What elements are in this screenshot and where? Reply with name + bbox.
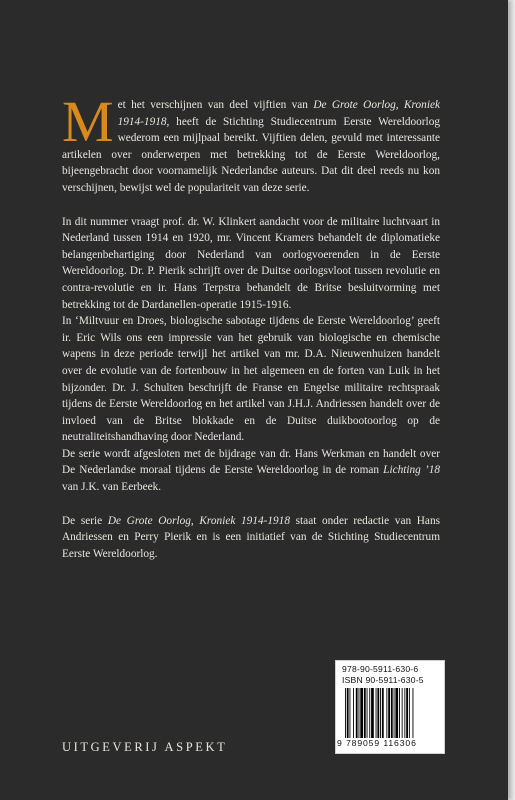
blurb-text [62, 89, 440, 562]
paragraph-intro-text-a: et het verschijnen van deel vijftien van [117, 99, 314, 111]
barcode-bar [377, 688, 379, 738]
barcode-bar [413, 688, 414, 738]
barcode-bar [350, 688, 351, 738]
paragraph-contents-2: In ‘Miltvuur en Droes, biologische sabotage tijdens de Eerste Wereldoorlog’ geeft ir. Eric Wils ons een impressie van het gebruik van biologische en chemische wapens in deze periode terwijl het artikel van mr. D.A. Nieuwenhuizen handelt over de evolutie van de fortenbouw in het algemeen en de forten van Luik in het bijzonder. Dr. J. Schulten beschrijft de Franse en Engelse militaire rechtspraak tijdens de Eerste Wereldoorlog en het artikel van J.H.J. Andriessen handelt over de invloed van de Britse blokkade en de Duitse duikbootoorlog op de neutraliteitshandhaving door Nederland. [62, 315, 440, 444]
paragraph-editors-text-a: De serie [62, 514, 108, 527]
paragraph-intro [62, 89, 440, 197]
barcode-bar [388, 688, 390, 738]
barcode-bar [369, 688, 370, 738]
barcode-bar [391, 688, 393, 738]
barcode-bar [402, 688, 403, 738]
barcode-bar [359, 688, 360, 738]
barcode-bar [380, 688, 381, 738]
barcode-bar [347, 688, 349, 738]
barcode-bar [406, 688, 408, 738]
spacer [62, 197, 440, 214]
barcode-bar [399, 688, 400, 738]
paragraph-intro-text-c: , heeft de Stichting Studiecentrum Eerste Wereldoorlog wederom een mijlpaal bereikt. Vijftien delen, gevuld met interessante artikelen over onderwerpen met betrekking tot de Eerste Wereldoorlog, bijeengebracht door voornamelijk Nederlandse auteurs. Dat dit deel reeds nu kon verschijnen, bewijst wel de populariteit van deze serie. [62, 115, 440, 194]
paragraph-editors [62, 513, 440, 563]
barcode-bar [364, 688, 366, 738]
isbn10-text: ISBN 90-5911-630-5 [342, 675, 424, 685]
barcode-bar [409, 688, 410, 738]
drop-cap-letter: M [62, 89, 114, 154]
barcode-bar [360, 688, 363, 738]
series-title-italic: De Grote Oorlog, Kroniek 1914-1918 [107, 514, 290, 527]
publisher-name: UITGEVERIJ ASPEKT [62, 740, 228, 754]
barcode-bar [345, 688, 346, 738]
barcode-bar [394, 688, 395, 738]
isbn13-text: 978-90-5911-630-6 [342, 664, 419, 674]
spacer [62, 496, 440, 513]
paragraph-contents-3 [62, 446, 440, 496]
paragraph-editors-text-c: staat onder redactie van Hans Andriessen en Perry Pierik en is een initiatief van de Stichting Studiecentrum Eerste Wereldoorlog. [62, 514, 440, 560]
barcode-bars-graphic [345, 688, 439, 738]
barcode-bar [356, 688, 358, 738]
novel-title-italic: Lichting ’18 [383, 464, 440, 477]
barcode-bar [382, 688, 384, 738]
barcode-digits: 9 789059 116306 [337, 738, 417, 748]
series-title-italic: De Grote Oorlog, Kroniek 1914-1918 [117, 99, 440, 128]
isbn-barcode [335, 660, 445, 754]
barcode-bar [376, 688, 377, 738]
barcode-bar [367, 688, 368, 738]
paragraph-contents-3-text-c: van J.K. van Eerbeek. [62, 481, 162, 494]
barcode-bar [386, 688, 387, 738]
paragraph-contents-1: In dit nummer vraagt prof. dr. W. Klinkert aandacht voor de militaire luchtvaart in Nederland tussen 1914 en 1920, mr. Vincent Kramers behandelt de diplomatieke belangenbehartiging door Nederland van oorlogvoerenden in de Eerste Wereldoorlog. Dr. P. Pierik schrijft over de Duitse oorlogsvloot tussen revolutie en contra-revolutie en ir. Hans Terpstra behandelt de Britse besluitvorming met betrekking tot de Dardanellen-operatie 1915-1916. [62, 215, 440, 311]
barcode-bar [404, 688, 405, 738]
barcode-bar [395, 688, 398, 738]
barcode-bar [371, 688, 374, 738]
paragraph-contents-3-text-a: De serie wordt afgesloten met de bijdrage van dr. Hans Werkman en handelt over De Nederlandse moraal tijdens de Eerste Wereldoorlog in de roman [62, 447, 440, 477]
barcode-bar [353, 688, 354, 738]
